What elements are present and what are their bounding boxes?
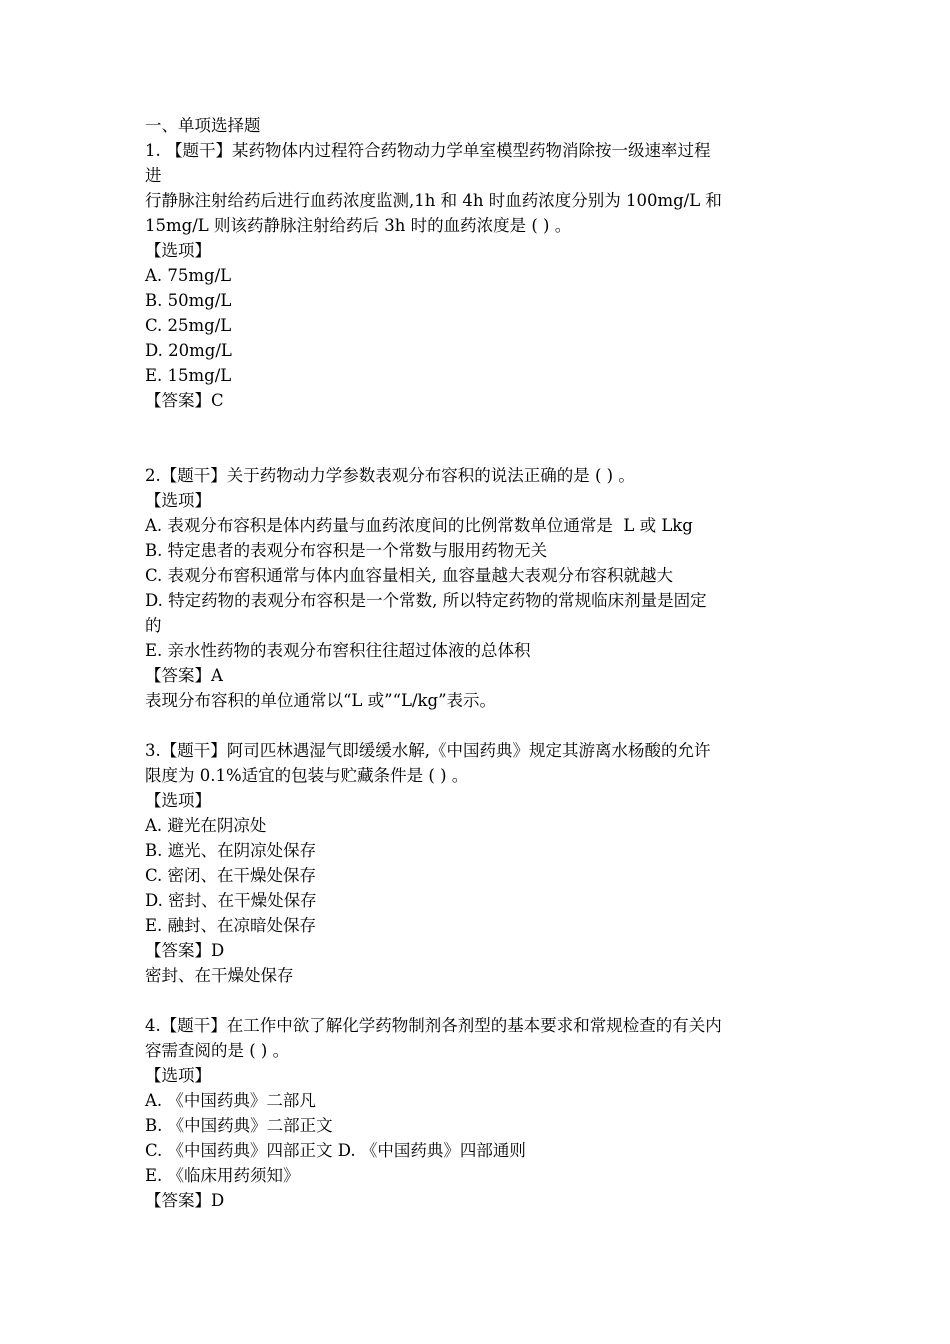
option-a: A. 表观分布容积是体内药量与血药浓度间的比例常数单位通常是 L 或 Lkg xyxy=(145,516,693,535)
question-4 xyxy=(145,1013,825,1213)
option-c: C. 密闭、在干燥处保存 xyxy=(145,866,317,885)
explanation: 密封、在干燥处保存 xyxy=(145,966,294,985)
question-stem: 3.【题干】阿司匹林遇湿气即缓缓水解,《中国药典》规定其游离水杨酸的允许 xyxy=(145,741,711,760)
question-stem: 4.【题干】在工作中欲了解化学药物制剂各剂型的基本要求和常规检查的有关内 xyxy=(145,1016,722,1035)
answer: 【答案】C xyxy=(145,391,224,410)
answer: 【答案】D xyxy=(145,941,225,960)
question-3 xyxy=(145,738,825,988)
option-c: C. 25mg/L xyxy=(145,316,232,335)
option-a: A. 《中国药典》二部凡 xyxy=(145,1091,316,1110)
explanation: 表现分布容积的单位通常以“L 或”“L/kg”表示。 xyxy=(145,691,497,710)
option-e: E. 15mg/L xyxy=(145,366,232,385)
question-2 xyxy=(145,463,825,713)
option-b: B. 50mg/L xyxy=(145,291,232,310)
section-title: 一、单项选择题 xyxy=(145,116,261,135)
option-c: C. 表观分布窖积通常与体内血容量相关, 血容量越大表观分布容积就越大 xyxy=(145,566,674,585)
question-1 xyxy=(145,138,825,413)
option-a: A. 避光在阴凉处 xyxy=(145,816,267,835)
options-label: 【选项】 xyxy=(145,241,211,260)
question-stem: 容需查阅的是 ( ) 。 xyxy=(145,1041,290,1060)
question-stem: 15mg/L 则该药静脉注射给药后 3h 时的血药浓度是 ( ) 。 xyxy=(145,216,572,235)
option-a: A. 75mg/L xyxy=(145,266,232,285)
answer: 【答案】A xyxy=(145,666,223,685)
option-e: E. 融封、在凉暗处保存 xyxy=(145,916,317,935)
option-d-continued: 的 xyxy=(145,616,162,635)
option-b: B. 特定患者的表观分布容积是一个常数与服用药物无关 xyxy=(145,541,548,560)
question-stem: 2.【题干】关于药物动力学参数表观分布容积的说法正确的是 ( ) 。 xyxy=(145,466,635,485)
spacer xyxy=(145,413,825,463)
answer: 【答案】D xyxy=(145,1191,225,1210)
question-stem: 限度为 0.1%适宜的包装与贮藏条件是 ( ) 。 xyxy=(145,766,469,785)
document-page xyxy=(145,113,825,1213)
question-stem: 1. 【题干】某药物体内过程符合药物动力学单室模型药物消除按一级速率过程 xyxy=(145,141,711,160)
option-e: E. 《临床用药须知》 xyxy=(145,1166,300,1185)
question-stem: 进 xyxy=(145,166,162,185)
options-label: 【选项】 xyxy=(145,491,211,510)
option-d: D. 密封、在干燥处保存 xyxy=(145,891,317,910)
option-e: E. 亲水性药物的表观分布窖积往往超过体液的总体积 xyxy=(145,641,531,660)
option-b: B. 《中国药典》二部正文 xyxy=(145,1116,333,1135)
spacer xyxy=(145,713,825,738)
option-b: B. 遮光、在阴凉处保存 xyxy=(145,841,317,860)
options-label: 【选项】 xyxy=(145,1066,211,1085)
option-c-and-d: C. 《中国药典》四部正文 D. 《中国药典》四部通则 xyxy=(145,1141,526,1160)
question-stem: 行静脉注射给药后进行血药浓度监测,1h 和 4h 时血药浓度分别为 100mg/L 和 xyxy=(145,191,722,210)
option-d: D. 特定药物的表观分布容积是一个常数, 所以特定药物的常规临床剂量是固定 xyxy=(145,591,707,610)
option-d: D. 20mg/L xyxy=(145,341,232,360)
options-label: 【选项】 xyxy=(145,791,211,810)
spacer xyxy=(145,988,825,1013)
